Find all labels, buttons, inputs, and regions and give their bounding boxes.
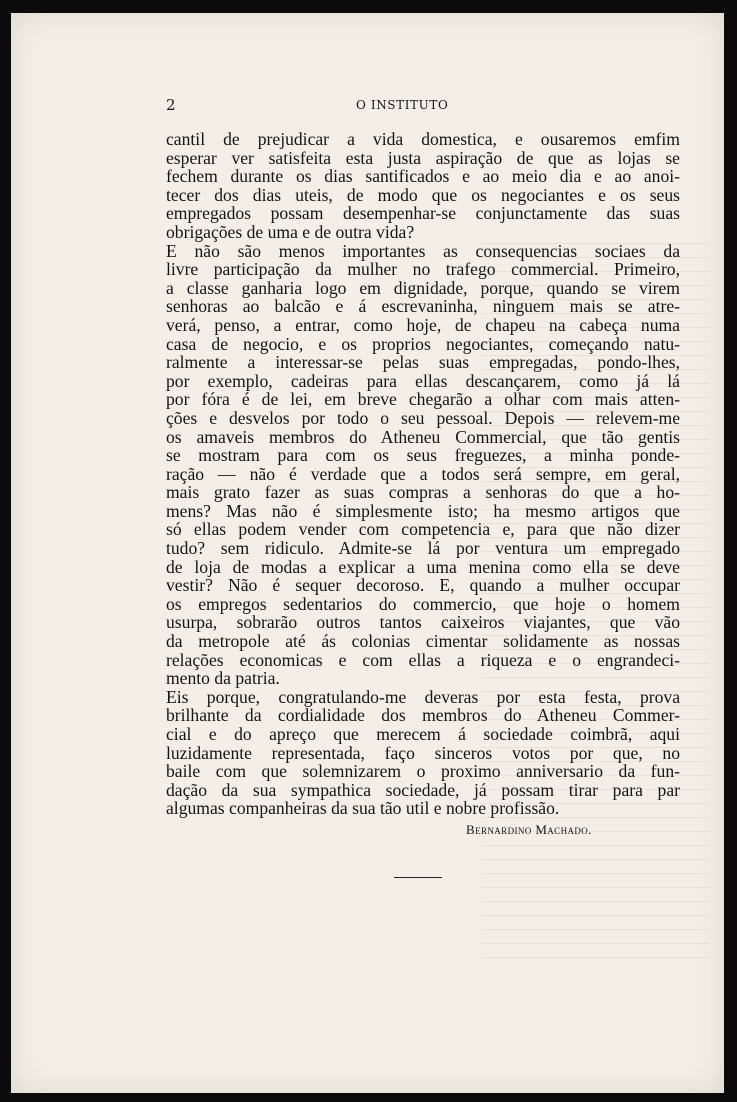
text-line: esperar ver satisfeita esta justa aspiração de que as lojas se <box>166 147 680 168</box>
text-line: tecer dos dias uteis, de modo que os negociantes e os seus <box>166 184 680 205</box>
text-line: ralmente a interessar-se pelas suas empregadas, pondo-lhes, <box>166 352 680 373</box>
text-line: brilhante da cordialidade dos membros do Atheneu Commer- <box>166 705 680 726</box>
text-line: mens? Mas não é simplesmente isto; ha mesmo artigos que <box>166 500 680 521</box>
text-line: dação da sua sympathica sociedade, já possam tirar para par <box>166 779 680 800</box>
text-line: mais grato fazer as suas compras a senhoras do que a ho- <box>166 482 680 503</box>
text-line: relações economicas e com ellas a riqueza e o engrandeci- <box>166 649 680 670</box>
text-line: ções e desvelos por todo o seu pessoal. Depois — relevem-me <box>166 407 680 428</box>
text-line: só ellas podem vender com competencia e, para que não dizer <box>166 519 680 540</box>
text-line: vestir? Não é sequer decoroso. E, quando a mulher occupar <box>166 575 680 596</box>
page-number: 2 <box>166 96 176 114</box>
text-line: mento da patria. <box>166 668 280 689</box>
text-line: de loja de modas a explicar a uma menina como ella se deve <box>166 556 680 577</box>
text-line: os amaveis membros do Atheneu Commercial, que tão gentis <box>166 426 680 447</box>
text-line: usurpa, sobrarão outros tantos caixeiros viajantes, que vão <box>166 612 680 633</box>
text-line: luzidamente representada, faço sinceros votos por que, no <box>166 742 680 763</box>
text-line: senhoras ao balcão e á escrevaninha, ninguem mais se atre- <box>166 296 680 317</box>
text-line: a classe ganharia logo em dignidade, porque, quando se virem <box>166 277 680 298</box>
text-line: E não são menos importantes as consequencias sociaes da <box>166 240 680 261</box>
text-line: tudo? sem ridiculo. Admite-se lá por ventura um empregado <box>166 538 680 559</box>
text-line: da metropole até ás colonias cimentar solidamente as nossas <box>166 631 680 652</box>
text-line: ração — não é verdade que a todos será sempre, em geral, <box>166 463 680 484</box>
author-signature: Bernardino Machado. <box>466 822 592 837</box>
text-line: livre participação da mulher no trafego commercial. Primeiro, <box>166 259 680 280</box>
text-line: cantil de prejudicar a vida domestica, e ousaremos emfim <box>166 129 680 149</box>
text-line: fechem durante os dias santificados e ao meio dia e ao anoi- <box>166 166 680 187</box>
text-line: Eis porque, congratulando-me deveras por esta festa, prova <box>166 686 680 707</box>
text-line: cial e do apreço que merecem á sociedade coimbrã, aqui <box>166 724 680 744</box>
text-line: se mostram para com os seus freguezes, a minha ponde- <box>166 445 680 466</box>
end-rule <box>394 877 442 878</box>
text-line: por fóra é de lei, em breve chegarão a olhar com mais atten- <box>166 389 680 410</box>
running-title: O INSTITUTO <box>356 98 449 112</box>
article-body <box>166 130 680 818</box>
text-line: por exemplo, cadeiras para ellas descançarem, como já lá <box>166 370 680 391</box>
text-line: os empregos sedentarios do commercio, que hoje o homem <box>166 593 680 614</box>
running-header <box>166 96 680 118</box>
text-line: baile com que solemnizarem o proximo anniversario da fun- <box>166 761 680 782</box>
text-line: obrigações de uma e de outra vida? <box>166 221 415 242</box>
text-line: algumas companheiras da sua tão util e nobre profissão. <box>166 798 560 819</box>
text-line: empregados possam desempenhar-se conjunctamente das suas <box>166 203 680 224</box>
text-line: casa de negocio, e os proprios negociantes, começando natu- <box>166 333 680 354</box>
text-line: verá, penso, a entrar, como hoje, de chapeu na cabeça numa <box>166 314 680 335</box>
